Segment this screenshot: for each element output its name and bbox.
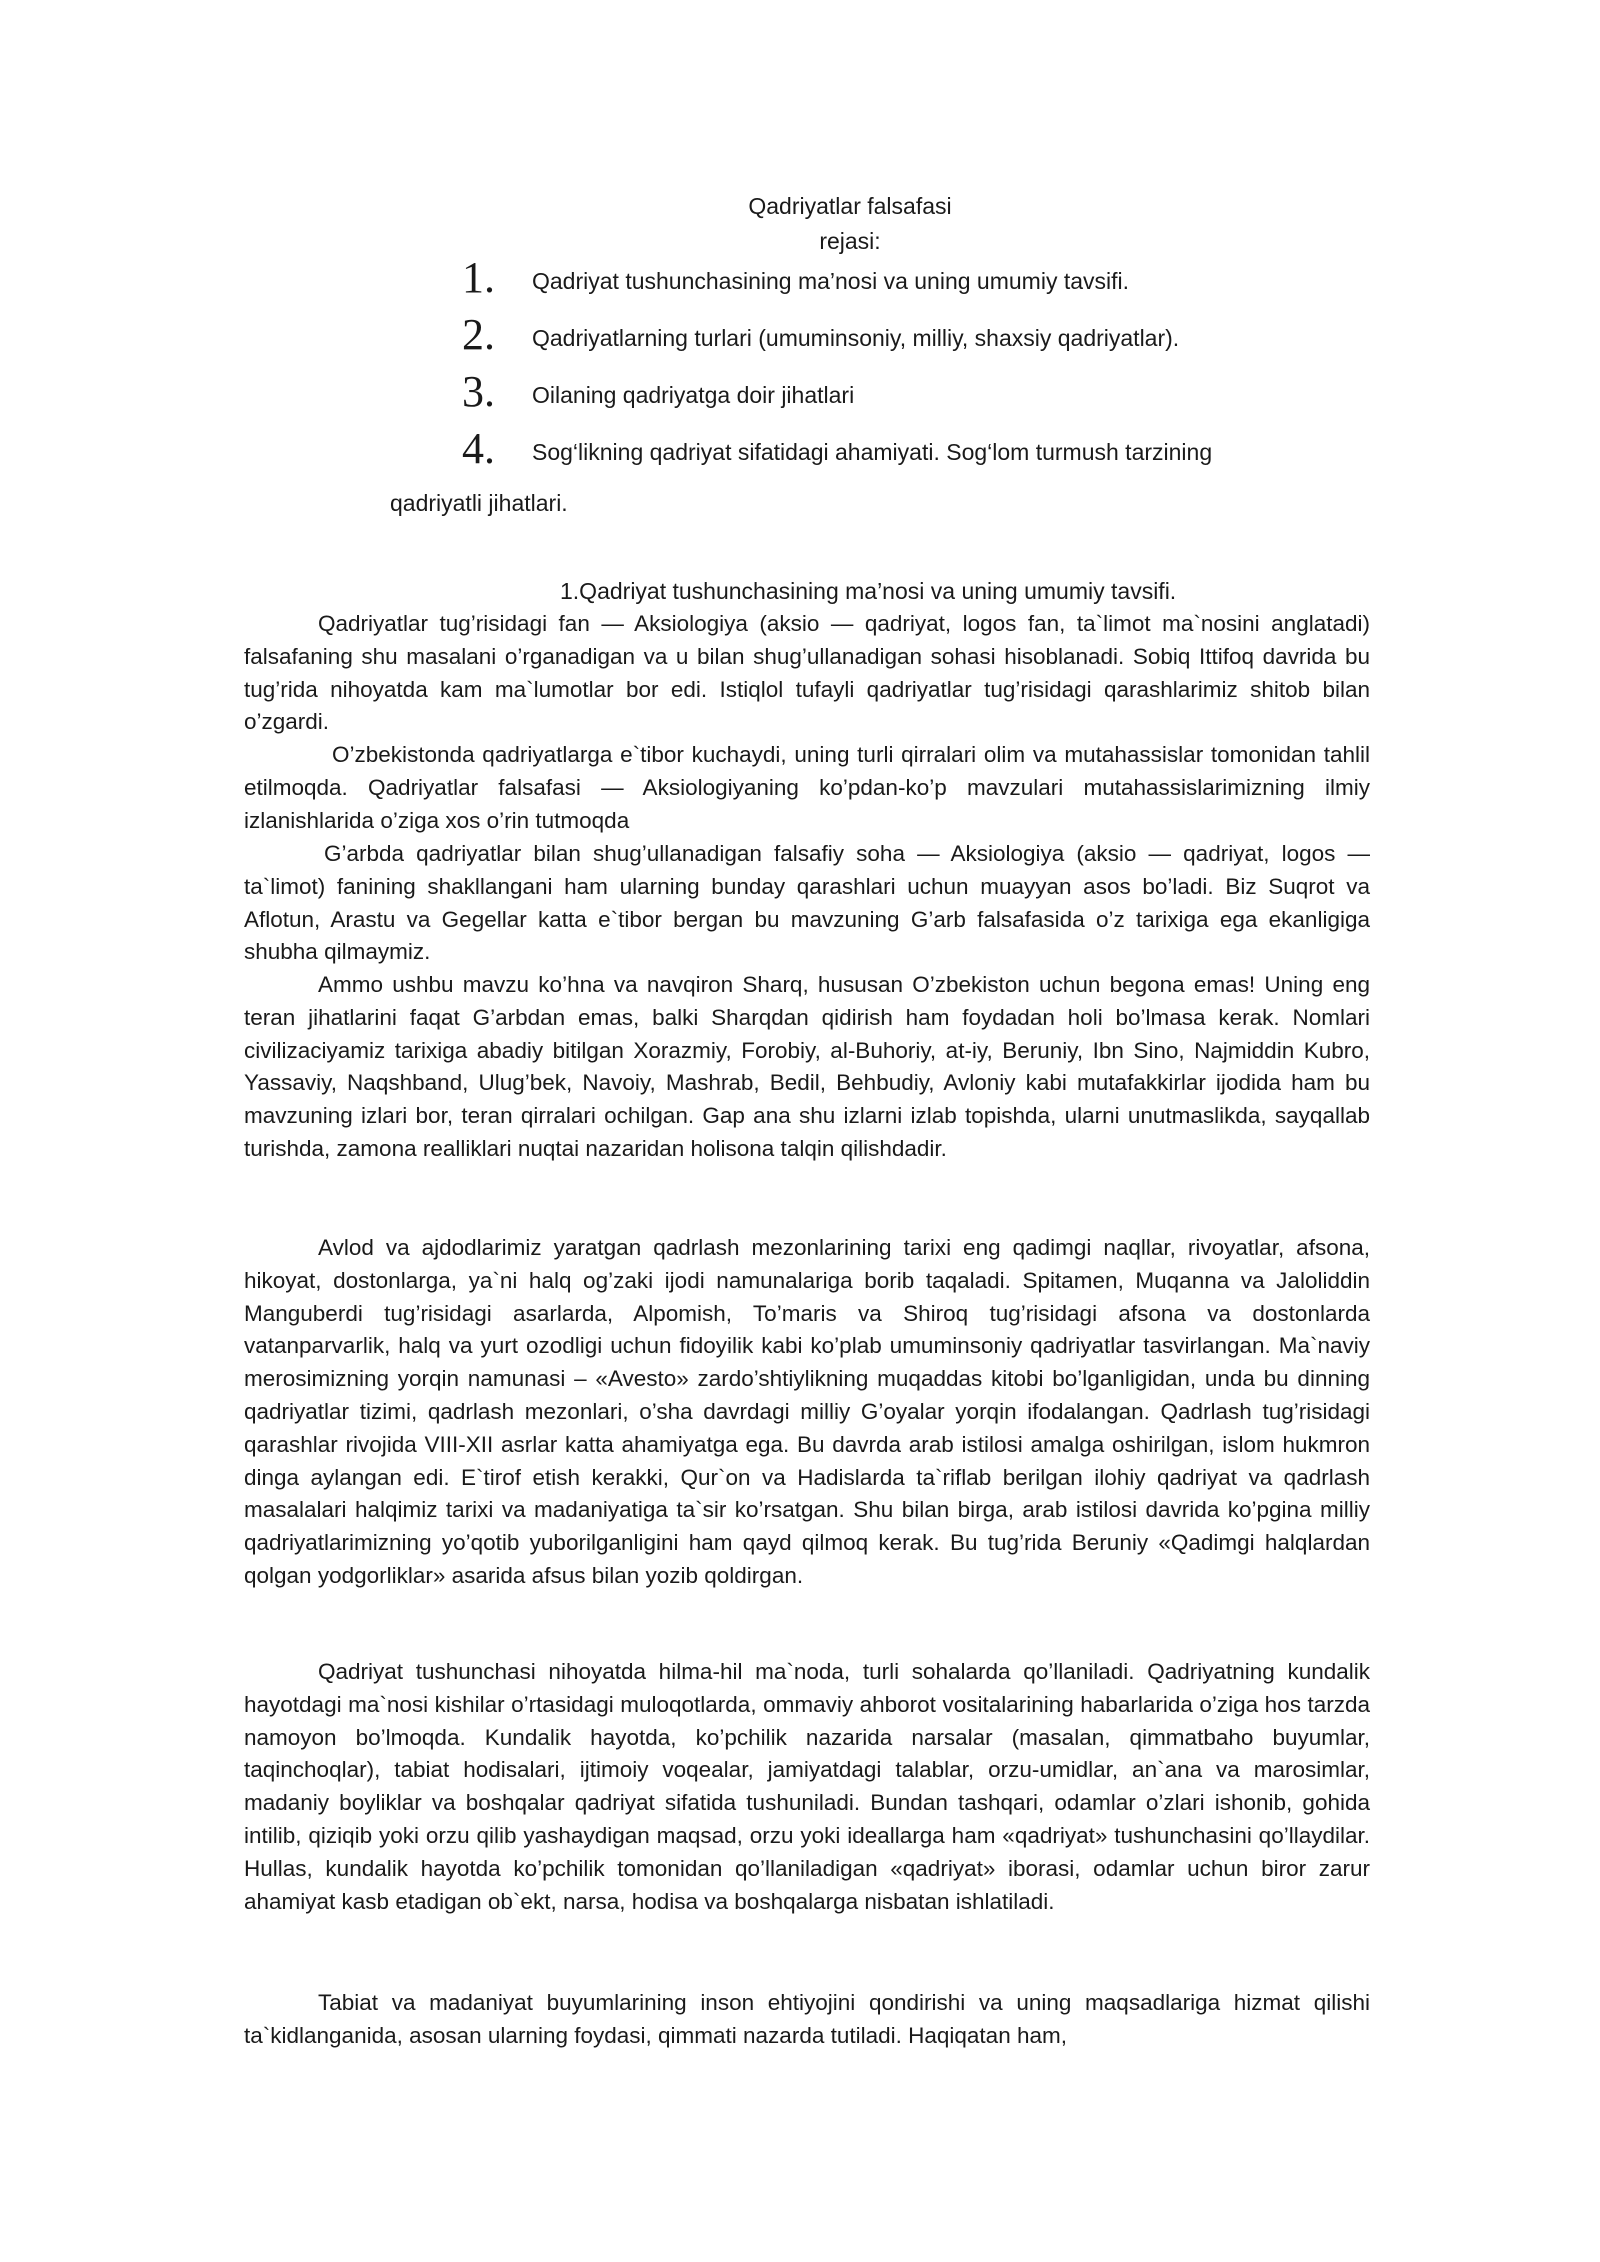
plan-item-text: Sog‘likning qadriyat sifatidagi ahamiyati. Sog‘lom turmush tarzining [532, 439, 1213, 465]
document-title: Qadriyatlar falsafasi [748, 193, 952, 219]
body-paragraph: Tabiat va madaniyat buyumlarining inson ehtiyojini qondirishi va uning maqsadlariga hizmat qilishi ta`kidlanganida, asosan ularning foydasi, qimmati nazarda tutiladi. Haqiqatan ham, [244, 1990, 1370, 2048]
body-paragraph: Qadriyat tushunchasi nihoyatda hilma-hil ma`noda, turli sohalarda qo’llaniladi. Qadriyatning kundalik hayotdagi ma`nosi kishilar o’rtasidagi muloqotlarda, ommaviy ahborot vositalarining habarlarida o’ziga hos tarzda namoyon bo’lmoqda. Kundalik hayotda, ko’pchilik nazarida narsalar (masalan, qimmatbaho buyumlar, taqinchoqlar), tabiat hodisalari, ijtimoiy voqealar, jamiyatdagi talablar, orzu-umidlar, an`ana va marosimlar, madaniy boyliklar va boshqalar qadriyat sifatida tushuniladi. Bundan tashqari, odamlar o’zlari ishonib, gohida intilib, qiziqib yoki orzu qilib yashaydigan maqsad, orzu yoki ideallarga ham «qadriyat» tushunchasini qo’llaydilar. Hullas, kundalik hayotda ko’pchilik tomonidan qo’llaniladigan «qadriyat» iborasi, odamlar uchun biror zarur ahamiyat kasb etadigan ob`ekt, narsa, hodisa va boshqalarga nisbatan ishlatiladi. [244, 1659, 1370, 1914]
plan-item-text: Qadriyatlarning turlari (umuminsoniy, milliy, shaxsiy qadriyatlar). [532, 325, 1180, 351]
body-paragraph: Qadriyatlar tug’risidagi fan — Aksiologiya (aksio — qadriyat, logos fan, ta`limot ma`nosini anglatadi) falsafaning shu masalani o’rganadigan va u bilan shug’ullanadigan sohasi hisoblanadi. Sobiq Ittifoq davrida bu tug’rida nihoyatda kam ma`lumotlar bor edi. Istiqlol tufayli qadriyatlar tug’risidagi qarashlarimiz shitob bilan o’zgardi. [244, 611, 1370, 735]
body-paragraph: G’arbda qadriyatlar bilan shug’ullanadigan falsafiy soha — Aksiologiya (aksio — qadriyat, logos — ta`limot) fanining shakllangani ham ularning bunday qarashlari uchun muayyan asos bo’ladi. Biz Suqrot va Aflotun, Arastu va Gegellar katta e`tibor bergan bu mavzuning G’arb falsafasida o’z tarixiga ega ekanligiga shubha qilmaymiz. [244, 841, 1370, 965]
body-paragraph: Avlod va ajdodlarimiz yaratgan qadrlash mezonlarining tarixi eng qadimgi naqllar, rivoyatlar, afsona, hikoyat, dostonlarga, ya`ni halq og’zaki ijodi namunalariga borib taqaladi. Spitamen, Muqanna va Jaloliddin Manguberdi tug’risidagi asarlarda, Alpomish, To’maris va Shiroq tug’risidagi afsona va dostonlarda vatanparvarlik, halq va yurt ozodligi uchun fidoyilik kabi ko’plab umuminsoniy qadriyatlar tasvirlangan. Ma`naviy merosimizning yorqin namunasi – «Avesto» zardo’shtiylikning muqaddas kitobi bo’lganligidan, unda bu dinning qadriyatlar tizimi, qadrlash mezonlari, o’sha davrdagi milliy G’oyalar yorqin ifodalangan. Qadrlash tug’risidagi qarashlar rivojida VIII-XII asrlar katta ahamiyatga ega. Bu davrda arab istilosi amalga oshirilgan, islom hukmron dinga aylangan edi. E`tirof etish kerakki, Qur`on va Hadislarda ta`riflab berilgan ilohiy qadriyat va qadrlash masalalari halqimiz tarixi va madaniyatiga ta`sir ko’rsatgan. Shu bilan birga, arab istilosi davrida ko’pgina milliy qadriyatlarimizning yo’qotib yuborilganligini ham qayd qilmoq kerak. Bu tug’rida Beruniy «Qadimgi halqlardan qolgan yodgorliklar» asarida afsus bilan yozib qoldirgan. [244, 1235, 1370, 1588]
section-heading: 1.Qadriyat tushunchasining ma’nosi va uning umumiy tavsifi. [560, 578, 1177, 604]
plan-item-continuation: qadriyatli jihatlari. [390, 490, 568, 516]
plan-item-number: 3. [462, 367, 495, 416]
plan-item-number: 4. [462, 424, 495, 473]
plan-item-text: Oilaning qadriyatga doir jihatlari [532, 382, 855, 408]
body-paragraph: O’zbekistonda qadriyatlarga e`tibor kuchaydi, uning turli qirralari olim va mutahassislar tomonidan tahlil etilmoqda. Qadriyatlar falsafasi — Aksiologiyaning ko’pdan-ko’p mavzulari mutahassislarimizning ilmiy izlanishlarida o’ziga xos o’rin tutmoqda [244, 742, 1370, 833]
plan-item-number: 2. [462, 310, 495, 359]
document-subtitle: rejasi: [819, 228, 881, 254]
plan-item-text: Qadriyat tushunchasining ma’nosi va uning umumiy tavsifi. [532, 268, 1130, 294]
plan-item-number: 1. [462, 253, 495, 302]
body-paragraph: Ammo ushbu mavzu ko’hna va navqiron Sharq, hususan O’zbekiston uchun begona emas! Uning eng teran jihatlarini faqat G’arbdan emas, balki Sharqdan qidirish ham foydadan holi bo’lmasa kerak. Nomlari civilizaciyamiz tarixiga abadiy bitilgan Xorazmiy, Forobiy, al-Buhoriy, at-iy, Beruniy, Ibn Sino, Najmiddin Kubro, Yassaviy, Naqshband, Ulug’bek, Navoiy, Mashrab, Bedil, Behbudiy, Avloniy kabi mutafakkirlar ijodida ham bu mavzuning izlari bor, teran qirralari ochilgan. Gap ana shu izlarni izlab topishda, ularni unutmaslikda, sayqallab turishda, zamona realliklari nuqtai nazaridan holisona talqin qilishdadir. [244, 972, 1370, 1161]
